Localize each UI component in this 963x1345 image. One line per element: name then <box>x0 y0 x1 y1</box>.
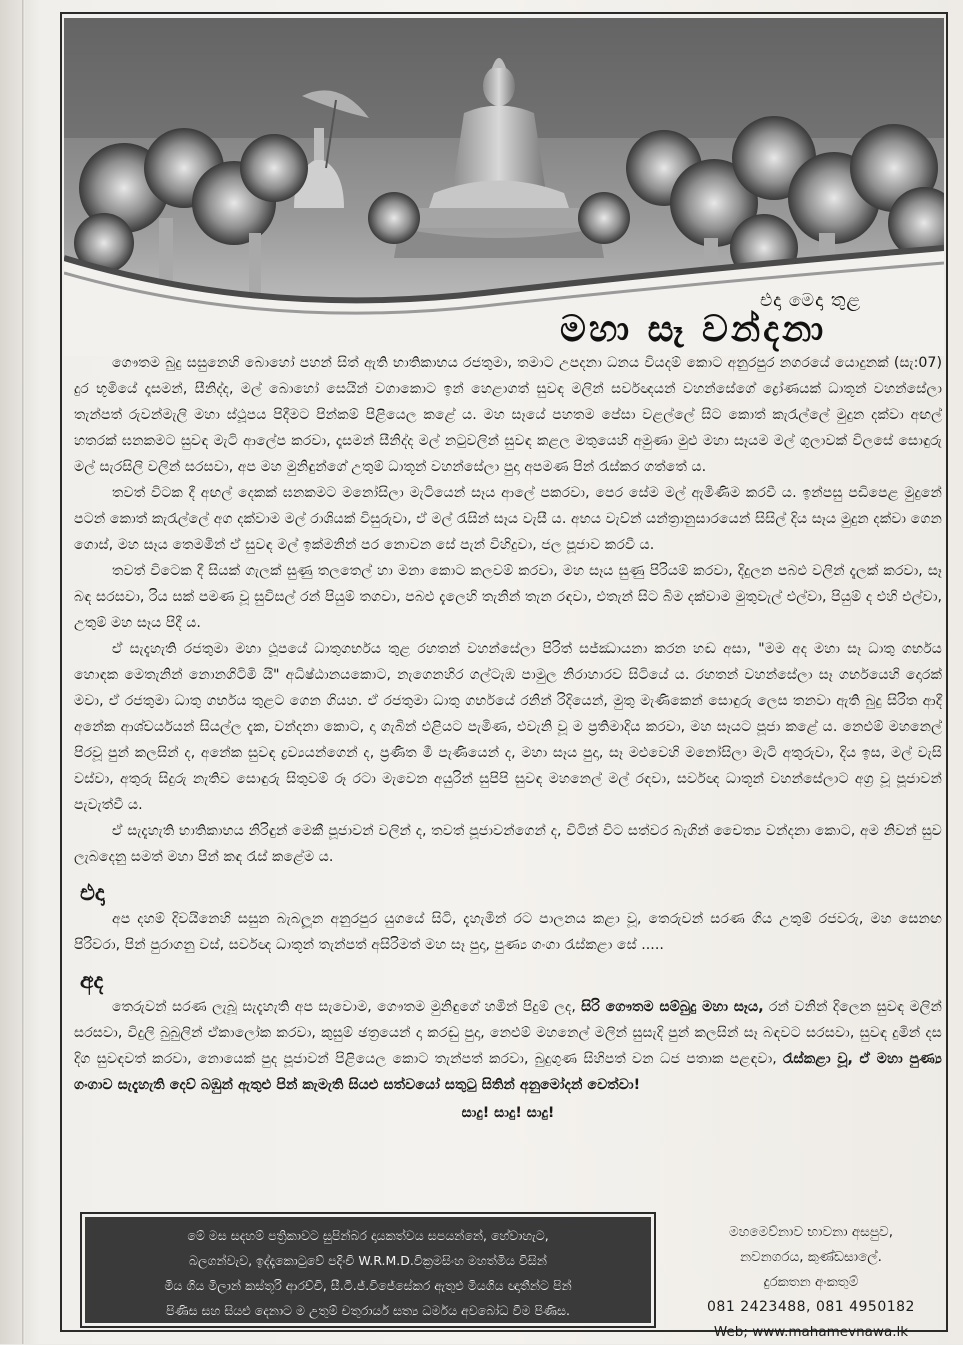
paragraph-2: තවත් විටක දී අඟල් දෙකක් ඝනකමට මනෝසිලා මැටියෙන් සෑය ආලේ පකරවා, පෙර සේම මල් ඇමිණිම කරවී ය. ඉන්පසු පඩිපෙළ මුදුනේ පටන් කොත් කැරැල්ලේ අග දක්වාම මල් රාශියක් විසුරුවා, ඒ මල් රැසින් සෑය වැසී ය. අභය වැව්න් යන්ත්‍රානුසාරයෙන් සිසිල් දිය සෑය මුදුන දක්වා ගෙන ගොස්, මහ සෑය තෙමමින් ඒ සුවඳ මල් ඉක්මනින් පර නොවන සේ පැන් විහිදුවා, ජල පූජාව කරවී ය. <box>74 485 942 553</box>
donor-line-2: බලගන්වැව, ඉද්දෑකොටුවේ පදිංචි W.R.M.D.වික්‍රමසිංහ මහත්මිය විසින් <box>189 1253 547 1268</box>
donor-line-1: මේ මස සදහම් පත්‍රිකාවට සුපින්බර දායකත්වය සපයන්නේ, හේවාහැට, <box>187 1228 549 1243</box>
donor-line-3: මිය ගිය මිලාන් කස්තූරි ආරච්චි, සී.ටී.ජ්.විජේසේකර ඇතුළු මියගිය ඥාතීන්ට පින් <box>164 1278 572 1293</box>
ada-paragraph <box>74 994 942 1098</box>
phone-label: දුරකතන අංකතුම් <box>763 1274 859 1290</box>
main-title: මහා සෑ වන්දනා <box>560 308 827 350</box>
eda-label: එදා <box>80 880 105 906</box>
paragraph-3: තවත් විටෙක දී සියක් ගැලක් සුණු තලතෙල් හා මනා කොට කලවම් කරවා, මහ සෑය සුණු පිරියම් කරවා, දිදුලන පබළු වලින් දැලක් කරවා, සෑ බඳ සරසවා, රිය සක් පමණ වූ සුවිසල් රන් පියුම් තගවා, පබළු දැලෙහි තැනින් තැන රඳවා, එතැන් සිට බිම දක්වාම මුතුවැල් එල්වා, පියුම් ද එහි එල්වා, උතුම් මහ සෑය පිදී ය. <box>74 563 942 631</box>
donor-notice-box <box>80 1212 656 1328</box>
website-link[interactable]: Web; www.mahamevnawa.lk <box>713 1324 909 1340</box>
paragraph-5: ඒ සැදැහැති භාතිකාභය නිරිඳුන් මෙකී පූජාවන් වලින් ද, තවත් පූජාවන්ගෙන් ද, විටින් විට සත්වර බැගින් චෛත්‍ය වන්දනා කොට, අම නිවන් සුව ලැබදෙනු සමත් මහා පින් කඳ රැස් කළේම ය. <box>74 823 942 865</box>
page-fold <box>22 0 25 1344</box>
eda-paragraph: අප දහම් දිවයිනෙහි සසුන බැබලූන අනුරපුර යුගයේ සිටි, දැහැමින් රට පාලනය කළා වූ, තෙරුවන් සරණ ගිය උතුම් රජවරු, මහ සෙනඟ පිරිවරා, පින් පුරාගනු වස්, සර්වඥ ධාතූන් තැන්පත් අසිරිමත් මහ සෑ පුදා, පුණ්‍ය ගංගා රැස්කළා සේ ..... <box>74 911 942 953</box>
ada-text-2: රන් වනින් දිලෙන සුවඳ මලින් සරසවා, විදුලි බුබුලින් ඒකාලෝක කරවා, කුසුම් ඡත්‍රයෙන් දා කරඬු පුදා, නෙළුම් මහනෙල් මලින් සුසැදි පුන් කලසින් සෑ බඳවට සරසවා, සුවඳ දුමින් දස දිග සුවඳවත් කරවා, නොයෙක් පුද පූජාවන් පිළියෙල කොට තැන්පත් කරවා, බුදුගුණ සිහිපත් වන ධජ පතාක පළඳවා, <box>74 999 942 1067</box>
donor-line-4: පිණිස සහ සියළු දෙනාට ම උතුම් චතුරාර්ය සත්‍ය ධර්මය අවබෝධ වීම පිණිස. <box>166 1303 570 1318</box>
address-line-2: නවනගරය, කුණ්ඩසාලේ. <box>740 1249 882 1265</box>
paragraph-1: ගෞතම බුදු සසුනෙහි බොහෝ පහන් සිත් ඇති භාතිකාභය රජතුමා, තමාට උපදනා ධනය වියදම් කොට අනුරපුර නගරයේ යොදුනක් (සැ:07) දුර භූමියේ දෑසමන්, සීනිද්ද, මල් බොහෝ සෙයින් වගාකොට ඉන් හෙළාගත් සුවඳ මලින් සර්වඥයන් වහන්සේගේ ද්‍රෝණයක් ධාතූන් වහන්සේලා තැන්පත් රුවන්මැලි මහා ස්ථූපය පිදීමට පින්කම් පිළියෙල කළේ ය. මහ සෑයේ පහතම පේසා වළල්ලේ සිට කොත් කැරැල්ලේ මුදුන දක්වා අඟල් හතරක් ඝනකමට සුවඳ මැටි ආලේප කරවා, දෑසමන් සීනිද්ද මල් නටුවලින් සුවඳ කළල මතුයෙහි අමුණා මුළු මහා සෑයම මල් ගුලාවක් විලසේ සොඳුරු මල් සැරසිලි වලින් සරසවා, අප මහ මුනිඳුන්ගේ උතුම් ධාතූන් වහන්සේලා පුදා අපමණ පින් රැස්කර ගත්තේ ය. <box>74 355 942 475</box>
sadhu-line: සාදු! සාදු! සාදු! <box>461 1105 555 1121</box>
subtitle-heading: එදා මෙදා තුළ <box>760 290 862 311</box>
paragraph-4: ඒ සැදැහැති රජතුමා මහා ථූපයේ ධාතුගර්භය තුළ රහතන් වහන්සේලා පිරිත් සජ්ඣායනා කරන හඬ අසා, "මම අද මහා සෑ ධාතු ගර්භය හොඳක මෙතැනින් නොනගිටිමි යි" අධිෂ්ඨානයකොට, නැගෙනහිර ගල්ටැඹ පාමුල නිරාහාරව සිටියේ ය. රහතන් වහන්සේලා සෑ ගර්භයෙහි දොරක් මවා, ඒ රජතුමා ධාතු ගර්භය තුළට ගෙන ගියහ. ඒ රජතුමා ධාතු ගර්භයේ රනින් රිදියෙන්, මුතු මැණිකෙන් සොඳුරු ලෙස තනවා ඇති බුදු සිරිත ආදී අනේක ආශ්චර්යයන් සියල්ල දැක, වන්දනා කොට, දා ගැබින් එළියට පැමිණ, එවැනි වූ ම ප්‍රතිමාදිය කරවා, මහ සෑයට පූජා කළේ ය. නෙළුම් මහනෙල් පිරවූ පුන් කලසින් ද, අනේක සුවඳ ද්‍රව්‍යයන්ගෙන් ද, ප්‍රණිත මී පැණියෙන් ද, මහා සෑය පුදා, සෑ මළුවෙහි මනෝසිලා මැටි අතුරුවා, දිය ඉස, මල් වැසි වස්වා, අතුරු සිදුරු නැතිව සොඳුරු සිතුවම් රූ රටා මැවෙන අයුරින් සුපිපි සුවඳ මහනෙල් මල් රඳවා, සර්වඥ ධාතූන් වහන්සේලාට අග්‍ර වූ පූජාවන් පැවැත්වී ය. <box>74 641 942 813</box>
ada-bold-2: රැස්කළා වූ, ඒ මහා පුණ්‍ය ගංගාව සැදැහැති දෙව් බඹුන් ඇතුළු පින් කැමැති සියළු සත්වයෝ සතුටු සිතින් අනුමෝදන් වෙත්වා! <box>74 1051 942 1093</box>
donor-notice-text <box>85 1217 651 1323</box>
contact-block <box>676 1220 946 1345</box>
article-body <box>74 350 942 1126</box>
phone-numbers: 081 2423488, 081 4950182 <box>707 1299 915 1315</box>
ada-text-1: තෙරුවන් සරණ ලැබූ සැදැහැති අප සැවොම, ගෞතම මුනිඳුගේ හමින් පිදුම් ලද, <box>112 999 582 1015</box>
ada-bold-1: සිරි ගෞතම සම්බුදු මහා සෑය, <box>581 999 764 1015</box>
ada-label: අද <box>80 968 104 994</box>
address-line-1: මහමෙව්නාව භාවනා අසපුව, <box>729 1224 893 1240</box>
